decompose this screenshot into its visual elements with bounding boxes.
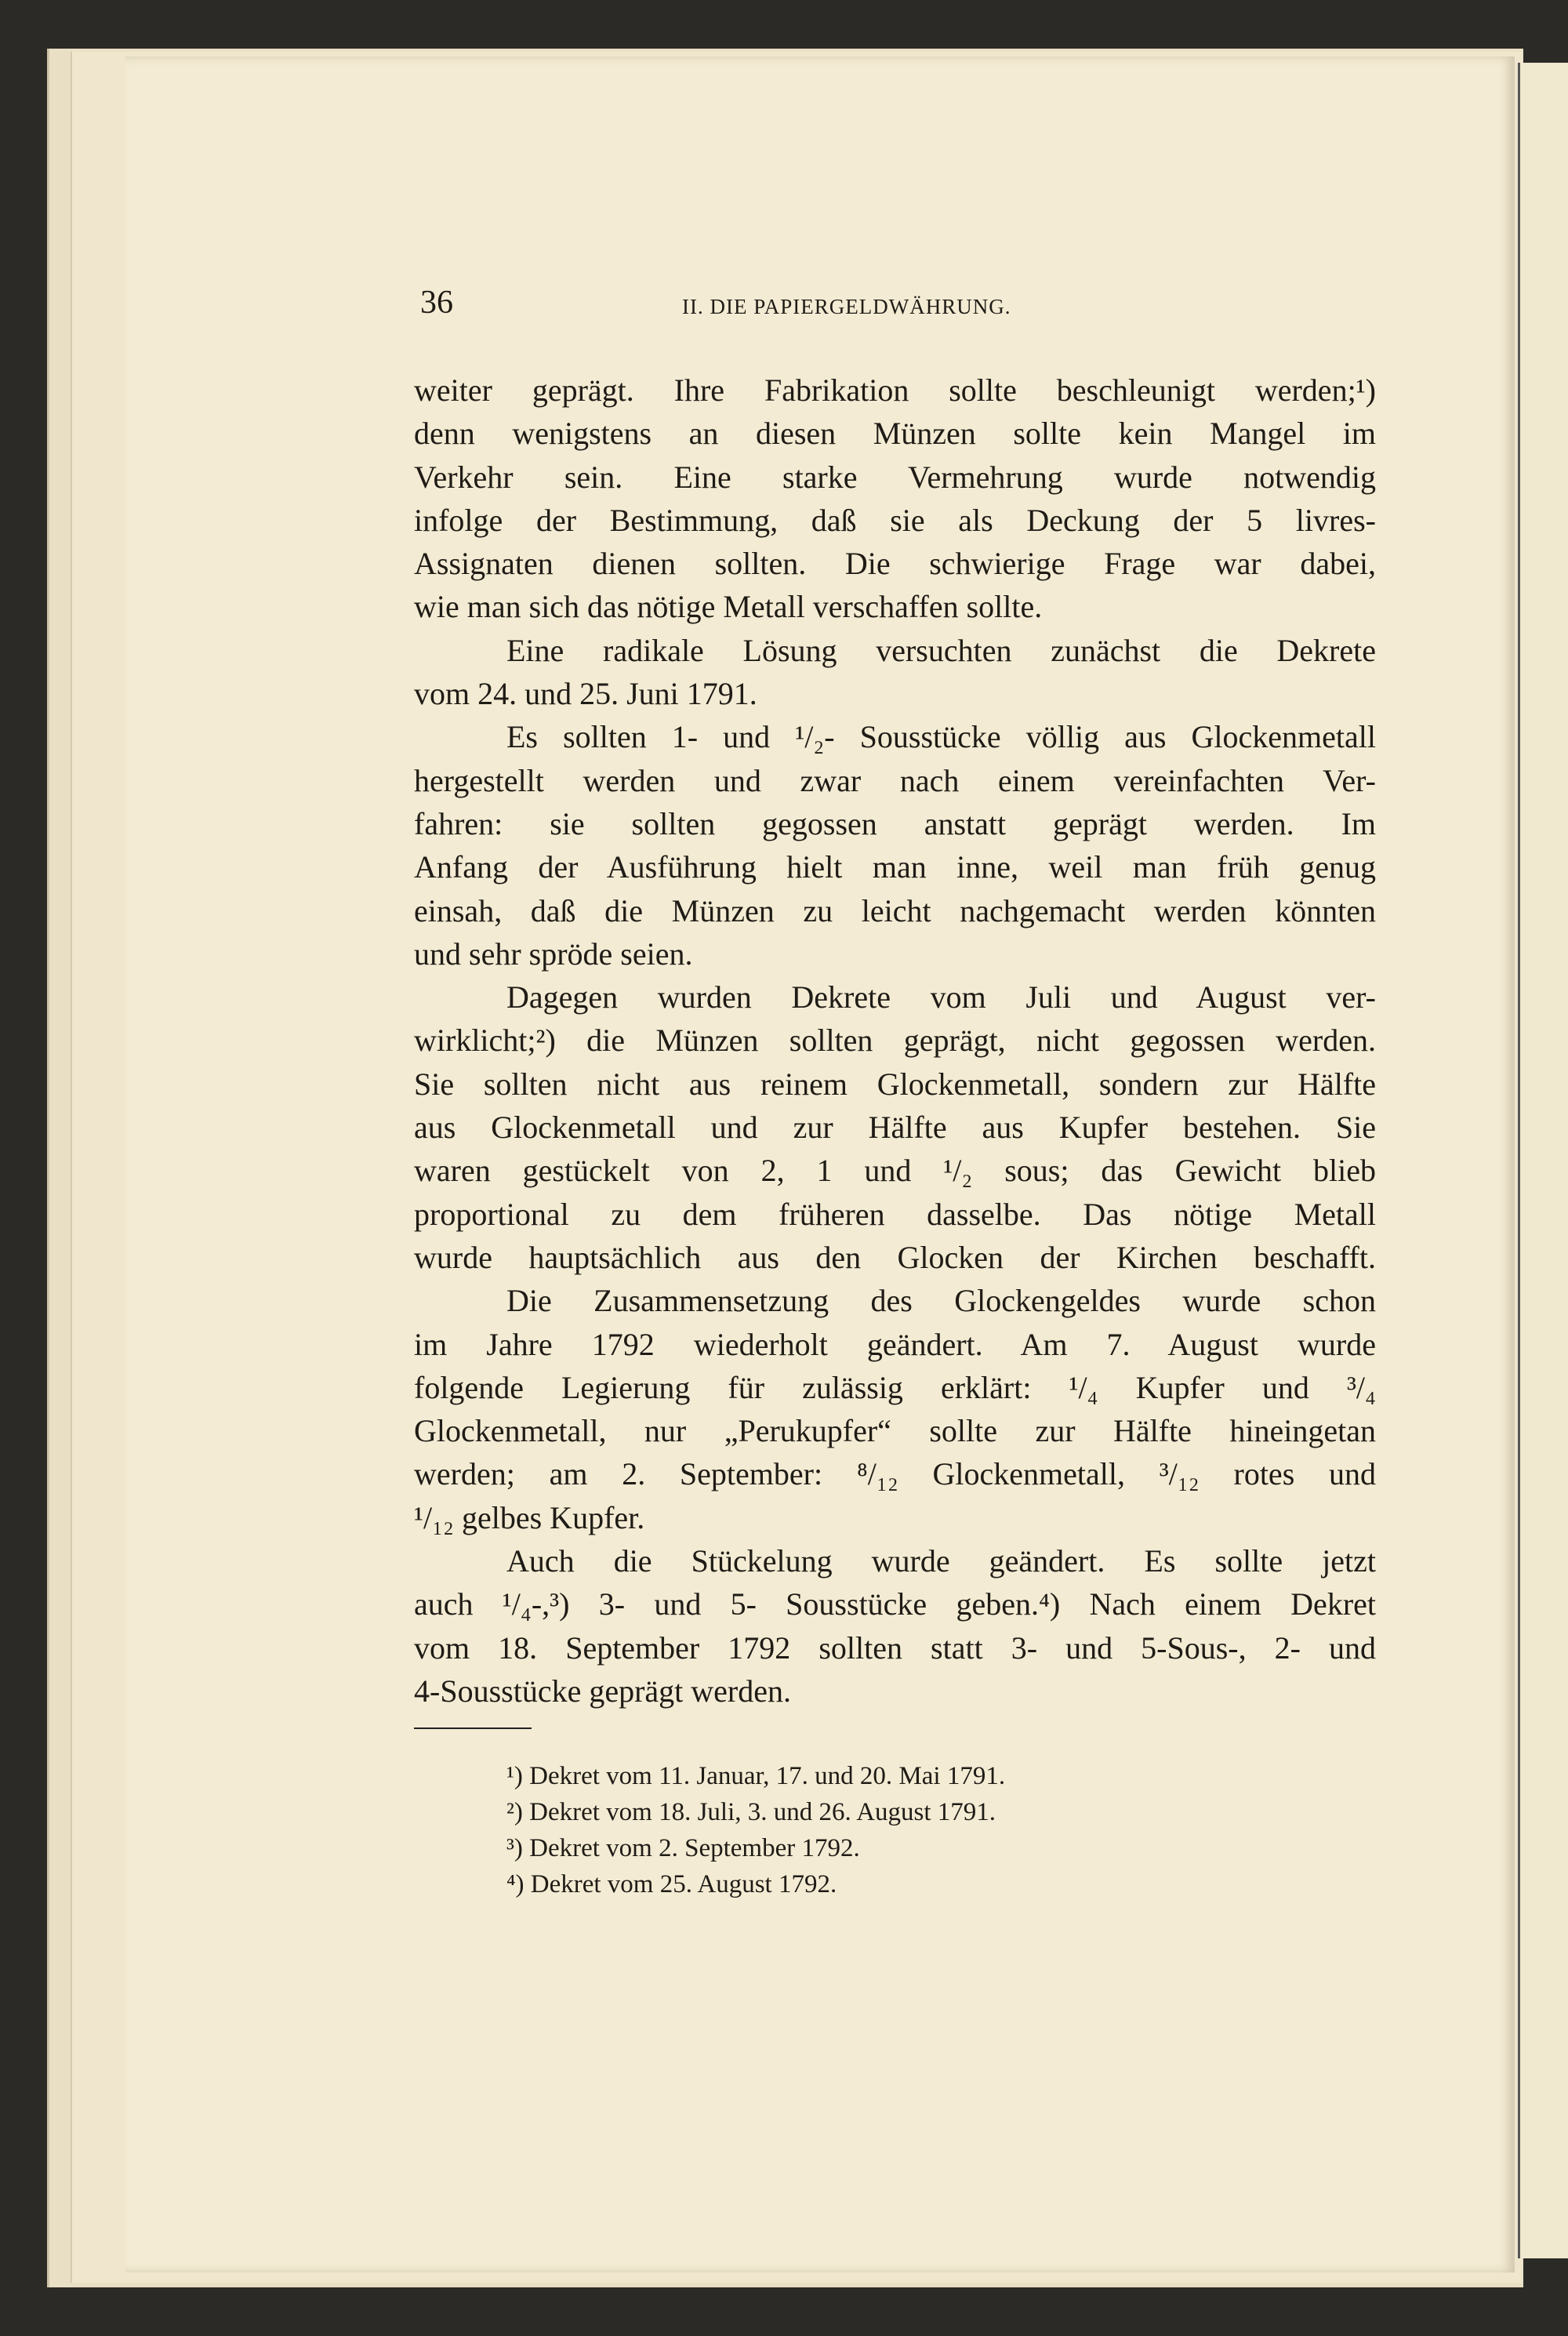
text-line: ¹/₁₂ gelbes Kupfer. [414, 1499, 645, 1535]
text-line: wurde hauptsächlich aus den Glocken der Kirchen beschafft. [414, 1239, 1376, 1275]
text-line: Die Zusammensetzung des Glockengeldes wurde schon [506, 1283, 1376, 1319]
text-line: aus Glockenmetall und zur Hälfte aus Kupfer bestehen. Sie [414, 1110, 1376, 1146]
facing-page-edge [1518, 63, 1568, 2258]
text-line: proportional zu dem früheren dasselbe. Das nötige Metall [414, 1196, 1376, 1232]
text-line: Verkehr sein. Eine starke Vermehrung wurde notwendig [414, 459, 1376, 495]
text-line: einsah, daß die Münzen zu leicht nachgemacht werden könnten [414, 892, 1376, 928]
body-text [414, 369, 1376, 1713]
footnote-separator [414, 1727, 532, 1729]
footnote: ¹) Dekret vom 11. Januar, 17. und 20. Mai 1791. [506, 1762, 1006, 1790]
text-line: im Jahre 1792 wiederholt geändert. Am 7. August wurde [414, 1326, 1376, 1362]
text-line: folgende Legierung für zulässig erklärt: ¹/₄ Kupfer und ³/₄ [414, 1369, 1376, 1405]
text-line: Es sollten 1- und ¹/₂- Sousstücke völlig aus Glockenmetall [506, 719, 1376, 755]
text-line: Sie sollten nicht aus reinem Glockenmetall, sondern zur Hälfte [414, 1066, 1376, 1102]
text-line: Anfang der Ausführung hielt man inne, weil man früh genug [414, 849, 1376, 885]
text-line: und sehr spröde seien. [414, 935, 693, 972]
text-line: werden; am 2. September: ⁸/₁₂ Glockenmetall, ³/₁₂ rotes und [414, 1456, 1376, 1492]
footnote: ³) Dekret vom 2. September 1792. [506, 1834, 860, 1862]
text-line: waren gestückelt von 2, 1 und ¹/₂ sous; das Gewicht blieb [414, 1153, 1376, 1189]
text-line: denn wenigstens an diesen Münzen sollte kein Mangel im [414, 416, 1376, 452]
page-number: 36 [420, 285, 453, 321]
footnote: ⁴) Dekret vom 25. August 1792. [506, 1870, 837, 1898]
text-line: infolge der Bestimmung, daß sie als Deckung der 5 livres- [414, 502, 1376, 538]
text-line: Glockenmetall, nur „Perukupfer“ sollte zur Hälfte hineingetan [414, 1413, 1376, 1449]
running-title: II. DIE PAPIERGELDWÄHRUNG. [682, 295, 1011, 318]
text-line: weiter geprägt. Ihre Fabrikation sollte beschleunigt werden;¹) [414, 372, 1376, 408]
footnote: ²) Dekret vom 18. Juli, 3. und 26. August 1791. [506, 1798, 996, 1826]
text-line: auch ¹/₄-,³) 3- und 5- Sousstücke geben.⁴) Nach einem Dekret [414, 1586, 1376, 1622]
text-line: hergestellt werden und zwar nach einem vereinfachten Ver- [414, 762, 1376, 798]
footnotes [506, 1758, 1005, 1902]
text-line: wirklicht;²) die Münzen sollten geprägt, nicht gegossen werden. [414, 1023, 1376, 1059]
text-line: Dagegen wurden Dekrete vom Juli und August ver- [506, 979, 1376, 1015]
running-header [414, 284, 1376, 328]
text-line: vom 18. September 1792 sollten statt 3- und 5-Sous-, 2- und [414, 1629, 1376, 1666]
text-line: wie man sich das nötige Metall verschaffen sollte. [414, 589, 1043, 625]
text-line: Auch die Stückelung wurde geändert. Es sollte jetzt [506, 1543, 1376, 1579]
text-line: Assignaten dienen sollten. Die schwierige Frage war dabei, [414, 546, 1376, 582]
text-line: vom 24. und 25. Juni 1791. [414, 676, 757, 712]
text-line: Eine radikale Lösung versuchten zunächst die Dekrete [506, 632, 1376, 668]
text-line: 4-Sousstücke geprägt werden. [414, 1673, 791, 1709]
text-line: fahren: sie sollten gegossen anstatt geprägt werden. Im [414, 805, 1376, 841]
